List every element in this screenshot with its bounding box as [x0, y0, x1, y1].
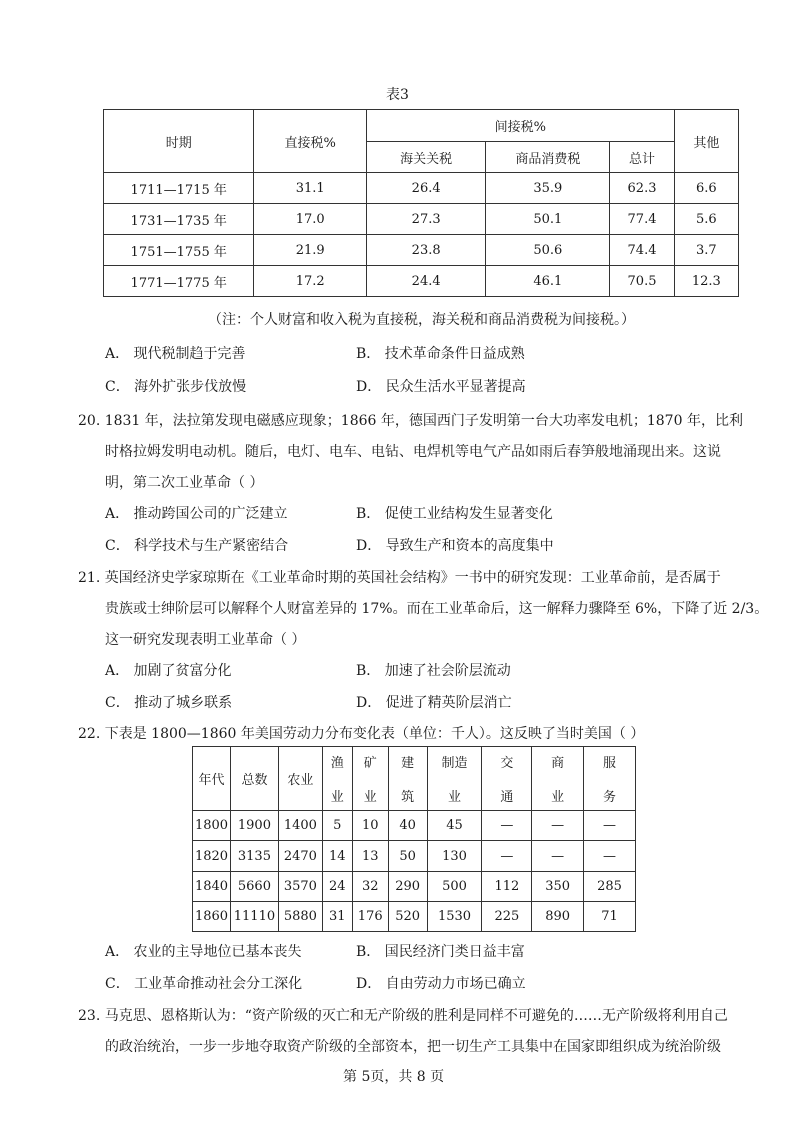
cell: 11110 — [230, 902, 278, 932]
cell: 5660 — [230, 872, 278, 902]
cell: — — [584, 811, 636, 841]
table3-note: （注：个人财富和收入税为直接税，海关税和商品消费税为间接税。） — [208, 312, 635, 328]
q22-stem-line1: 22. 下表是 1800—1860 年美国劳动力分布变化表（单位：千人）。这反映了当时美国（ ） — [78, 726, 645, 742]
q20-stem-line1: 20. 1831 年，法拉第发现电磁感应现象；1866 年，德国西门子发明第一台大功率发电机；1870 年，比利 — [78, 413, 743, 429]
cell: 1530 — [427, 902, 482, 932]
cell: 1731—1735 年 — [104, 204, 254, 235]
cell: 45 — [427, 811, 482, 841]
cell: 1800 — [193, 811, 231, 841]
header-period: 时期 — [104, 110, 254, 173]
q21-option-b: B． 加速了社会阶层流动 — [356, 663, 511, 679]
cell: 74.4 — [610, 235, 674, 266]
cell: 24 — [322, 872, 352, 902]
header-total: 总数 — [230, 747, 278, 811]
cell: — — [482, 811, 532, 841]
cell: 24.4 — [366, 266, 485, 297]
cell: 40 — [388, 811, 427, 841]
q23-stem-line1: 23. 马克思、恩格斯认为：“资产阶级的灭亡和无产阶级的胜利是同样不可避免的……无产阶级将利用自己 — [78, 1008, 728, 1024]
cell: 500 — [427, 872, 482, 902]
header-customs: 海关关税 — [366, 142, 485, 173]
q21-option-d: D． 促进了精英阶层消亡 — [356, 695, 512, 711]
cell: 3135 — [230, 841, 278, 872]
header-manufacturing: 制造 业 — [427, 747, 482, 811]
cell: — — [482, 841, 532, 872]
q20-stem-line2: 时格拉姆发明电动机。随后，电灯、电车、电钻、电焊机等电气产品如雨后春笋般地涌现出来。这说 — [105, 444, 721, 460]
cell: 17.0 — [254, 204, 367, 235]
table-row — [193, 811, 636, 841]
q21-option-c: C． 推动了城乡联系 — [105, 695, 233, 711]
header-other: 其他 — [674, 110, 738, 173]
cell: 1711—1715 年 — [104, 173, 254, 204]
header-fishery: 渔 业 — [322, 747, 352, 811]
q22-option-d: D． 自由劳动力市场已确立 — [356, 976, 526, 992]
table-row — [104, 204, 739, 235]
cell: 3.7 — [674, 235, 738, 266]
q22-option-b: B． 国民经济门类日益丰富 — [356, 944, 525, 960]
table-row — [104, 266, 739, 297]
table-row — [193, 841, 636, 872]
q19-option-c: C． 海外扩张步伐放慢 — [105, 379, 247, 395]
table-row — [193, 872, 636, 902]
cell: 71 — [584, 902, 636, 932]
q21-option-a: A． 加剧了贫富分化 — [105, 663, 232, 679]
table-row — [104, 235, 739, 266]
q20-option-c: C． 科学技术与生产紧密结合 — [105, 538, 289, 554]
cell: 26.4 — [366, 173, 485, 204]
q21-stem-line3: 这一研究发现表明工业革命（ ） — [105, 632, 306, 648]
cell: 62.3 — [610, 173, 674, 204]
header-year: 年代 — [193, 747, 231, 811]
header-consumption-tax: 商品消费税 — [486, 142, 610, 173]
q20-option-b: B． 促使工业结构发生显著变化 — [356, 506, 553, 522]
cell: 1860 — [193, 902, 231, 932]
cell: — — [584, 841, 636, 872]
cell: 21.9 — [254, 235, 367, 266]
q23-stem-line2: 的政治统治，一步一步地夺取资产阶级的全部资本，把一切生产工具集中在国家即组织成为统治阶级 — [105, 1039, 721, 1055]
cell: 176 — [352, 902, 388, 932]
cell: 12.3 — [674, 266, 738, 297]
cell: — — [532, 841, 584, 872]
q22-option-a: A． 农业的主导地位已基本丧失 — [105, 944, 302, 960]
cell: 890 — [532, 902, 584, 932]
cell: 31 — [322, 902, 352, 932]
tax-structure-table — [103, 109, 739, 297]
header-services: 服 务 — [584, 747, 636, 811]
cell: 6.6 — [674, 173, 738, 204]
header-direct-tax: 直接税% — [254, 110, 367, 173]
header-transport: 交 通 — [482, 747, 532, 811]
table-row — [104, 173, 739, 204]
cell: 290 — [388, 872, 427, 902]
cell: 225 — [482, 902, 532, 932]
cell: — — [532, 811, 584, 841]
cell: 1820 — [193, 841, 231, 872]
cell: 1400 — [278, 811, 322, 841]
q20-option-d: D． 导致生产和资本的高度集中 — [356, 538, 554, 554]
table-header-row — [193, 747, 636, 811]
cell: 27.3 — [366, 204, 485, 235]
cell: 14 — [322, 841, 352, 872]
cell: 112 — [482, 872, 532, 902]
q20-option-a: A． 推动跨国公司的广泛建立 — [105, 506, 288, 522]
cell: 520 — [388, 902, 427, 932]
cell: 23.8 — [366, 235, 485, 266]
cell: 31.1 — [254, 173, 367, 204]
us-labor-distribution-table — [192, 746, 636, 932]
header-total: 总计 — [610, 142, 674, 173]
cell: 5 — [322, 811, 352, 841]
q21-stem-line1: 21. 英国经济史学家琼斯在《工业革命时期的英国社会结构》一书中的研究发现：工业革命前，是否属于 — [78, 570, 721, 586]
q22-option-c: C． 工业革命推动社会分工深化 — [105, 976, 303, 992]
cell: 1840 — [193, 872, 231, 902]
cell: 46.1 — [486, 266, 610, 297]
header-agriculture: 农业 — [278, 747, 322, 811]
q21-stem-line2: 贵族或士绅阶层可以解释个人财富差异的 17%。而在工业革命后，这一解释力骤降至 6%，下降了近 2/3。 — [105, 601, 769, 617]
q19-option-a: A． 现代税制趋于完善 — [105, 346, 246, 362]
header-commerce: 商 业 — [532, 747, 584, 811]
cell: 35.9 — [486, 173, 610, 204]
cell: 3570 — [278, 872, 322, 902]
q19-option-d: D． 民众生活水平显著提高 — [356, 379, 526, 395]
table3-caption: 表3 — [386, 87, 409, 103]
cell: 50.6 — [486, 235, 610, 266]
q20-stem-line3: 明，第二次工业革命（ ） — [105, 475, 264, 491]
cell: 285 — [584, 872, 636, 902]
cell: 50.1 — [486, 204, 610, 235]
cell: 130 — [427, 841, 482, 872]
cell: 17.2 — [254, 266, 367, 297]
header-mining: 矿 业 — [352, 747, 388, 811]
cell: 1900 — [230, 811, 278, 841]
cell: 2470 — [278, 841, 322, 872]
cell: 1751—1755 年 — [104, 235, 254, 266]
cell: 50 — [388, 841, 427, 872]
table-row — [193, 902, 636, 932]
cell: 32 — [352, 872, 388, 902]
header-construction: 建 筑 — [388, 747, 427, 811]
header-indirect-tax: 间接税% — [366, 110, 674, 142]
cell: 5.6 — [674, 204, 738, 235]
cell: 13 — [352, 841, 388, 872]
page-footer: 第 5页，共 8 页 — [343, 1069, 445, 1085]
q19-option-b: B． 技术革命条件日益成熟 — [356, 346, 525, 362]
cell: 1771—1775 年 — [104, 266, 254, 297]
cell: 5880 — [278, 902, 322, 932]
cell: 10 — [352, 811, 388, 841]
cell: 350 — [532, 872, 584, 902]
cell: 77.4 — [610, 204, 674, 235]
cell: 70.5 — [610, 266, 674, 297]
